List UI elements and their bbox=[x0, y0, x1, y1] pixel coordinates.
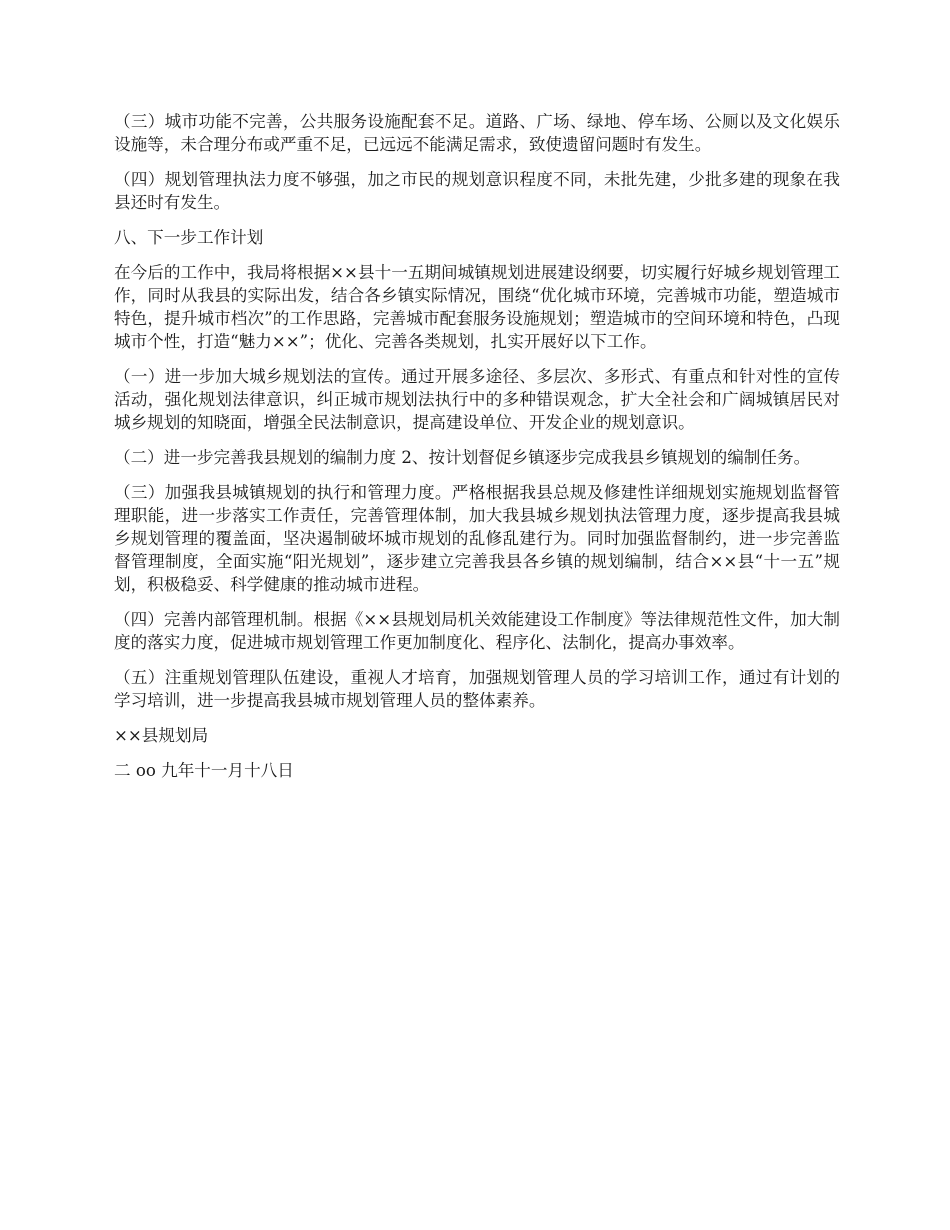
document-page bbox=[114, 110, 840, 794]
paragraph-plan-item-2: （二）进一步完善我县规划的编制力度 2、按计划督促乡镇逐步完成我县乡镇规划的编制任务。 bbox=[114, 448, 811, 467]
section-heading-next-plan: 八、下一步工作计划 bbox=[114, 228, 264, 247]
paragraph-plan-item-3: （三）加强我县城镇规划的执行和管理力度。严格根据我县总规及修建性详细规划实施规划监督管理职能，进一步落实工作责任，完善管理体制，加大我县城乡规划执法管理力度，逐步提高我县城乡规划管理的覆盖面，坚决遏制破坏城市规划的乱修乱建行为。同时加强监督制约，进一步完善监督管理制度，全面实施“阳光规划”，逐步建立完善我县各乡镇的规划编制，结合××县“十一五”规划，积极稳妥、科学健康的推动城市进程。 bbox=[114, 483, 840, 594]
paragraph-enforcement: （四）规划管理执法力度不够强，加之市民的规划意识程度不同，未批先建，少批多建的现象在我县还时有发生。 bbox=[114, 170, 840, 212]
paragraph-urban-function: （三）城市功能不完善，公共服务设施配套不足。道路、广场、绿地、停车场、公厕以及文化娱乐设施等，未合理分布或严重不足，已远远不能满足需求，致使遗留问题时有发生。 bbox=[114, 112, 840, 154]
paragraph-plan-item-5: （五）注重规划管理队伍建设，重视人才培育，加强规划管理人员的学习培训工作，通过有计划的学习培训，进一步提高我县城市规划管理人员的整体素养。 bbox=[114, 668, 840, 710]
paragraph-plan-intro: 在今后的工作中，我局将根据××县十一五期间城镇规划进展建设纲要，切实履行好城乡规划管理工作，同时从我县的实际出发，结合各乡镇实际情况，围绕“优化城市环境，完善城市功能，塑造城市特色，提升城市档次”的工作思路，完善城市配套服务设施规划；塑造城市的空间环境和特色，凸现城市个性，打造“魅力××”；优化、完善各类规划，扎实开展好以下工作。 bbox=[114, 263, 840, 351]
paragraph-plan-item-1: （一）进一步加大城乡规划法的宣传。通过开展多途径、多层次、多形式、有重点和针对性的宣传活动，强化规划法律意识，纠正城市规划法执行中的多种错误观念，扩大全社会和广阔城镇居民对城乡规划的知晓面，增强全民法制意识，提高建设单位、开发企业的规划意识。 bbox=[114, 367, 840, 432]
signature-organization: ××县规划局 bbox=[114, 726, 209, 745]
signature-date: 二 oo 九年十一月十八日 bbox=[114, 761, 294, 780]
paragraph-plan-item-4: （四）完善内部管理机制。根据《××县规划局机关效能建设工作制度》等法律规范性文件，加大制度的落实力度，促进城市规划管理工作更加制度化、程序化、法制化，提高办事效率。 bbox=[114, 610, 840, 652]
